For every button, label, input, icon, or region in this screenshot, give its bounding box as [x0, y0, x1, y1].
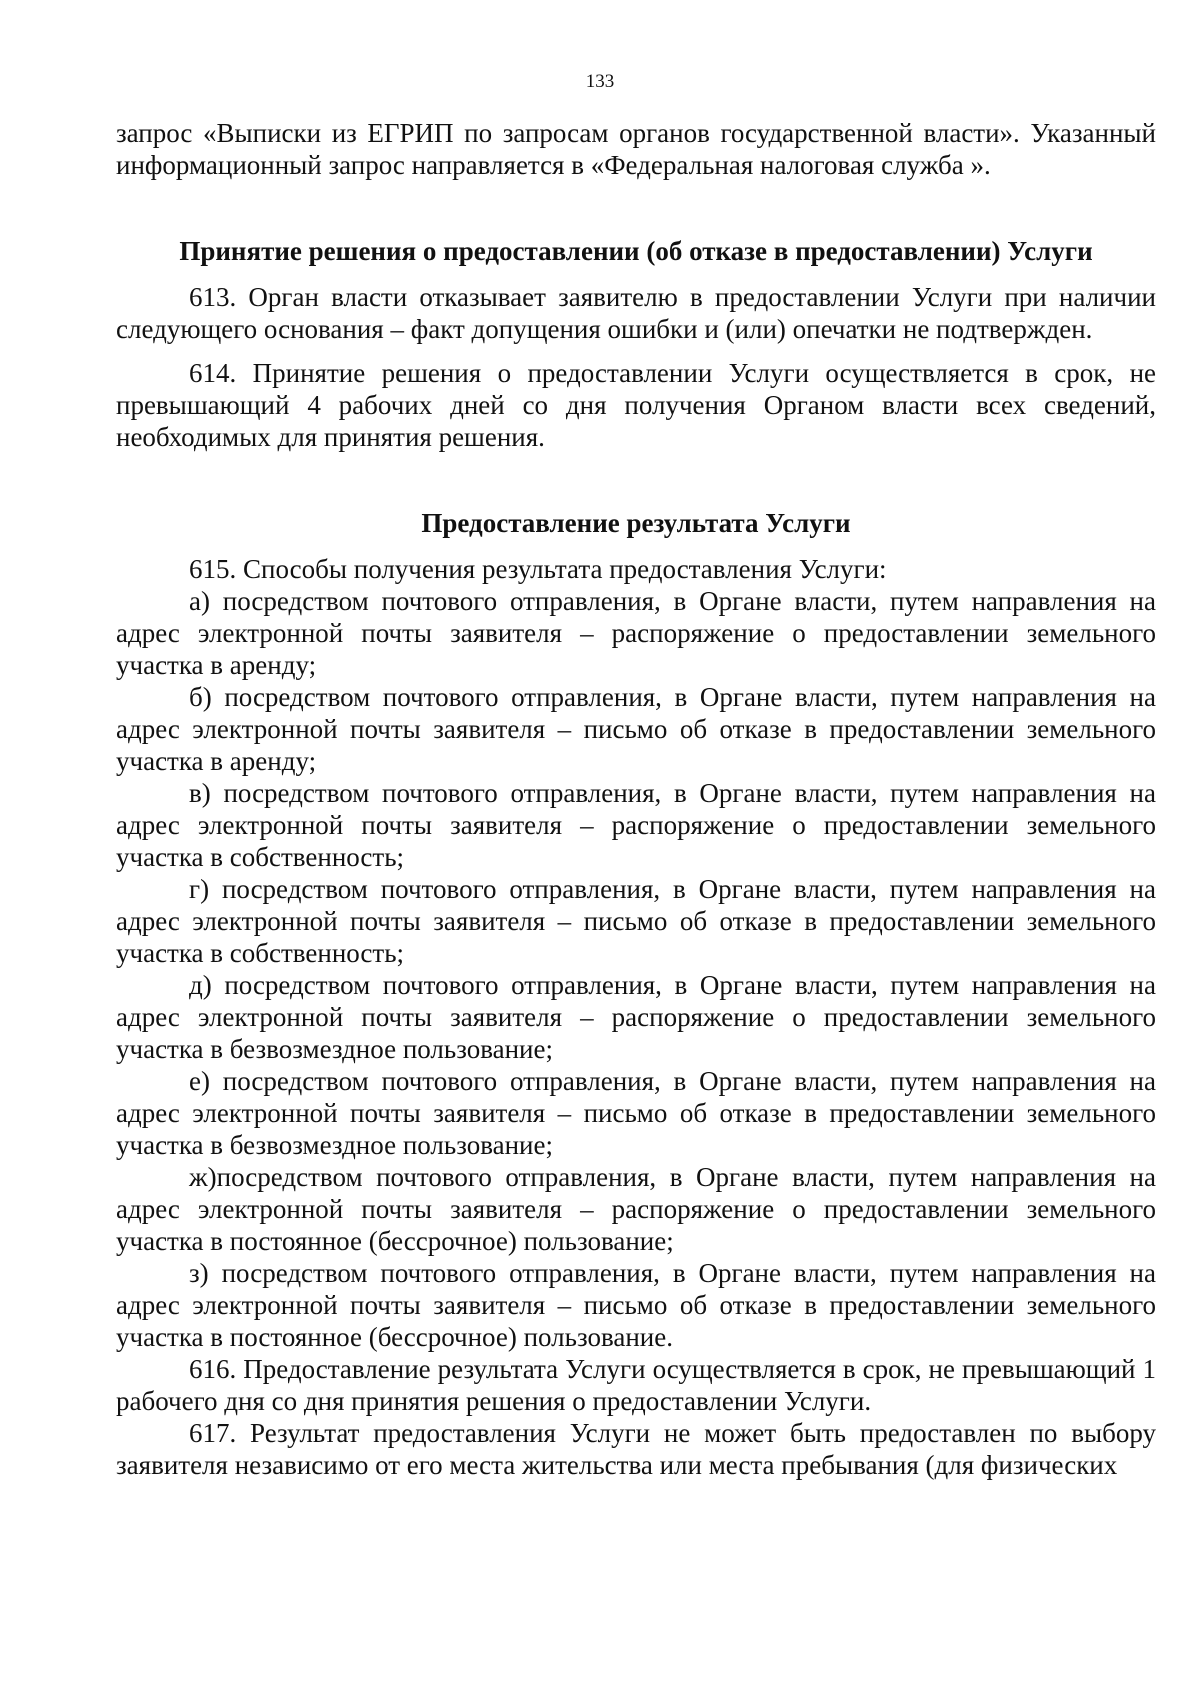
paragraph-616: 616. Предоставление результата Услуги осуществляется в срок, не превышающий 1 рабочего дня со дня принятия решения о предоставлении Услуги.: [116, 1354, 1156, 1416]
section-heading-result: Предоставление результата Услуги: [421, 508, 851, 538]
intro-paragraph: запрос «Выписки из ЕГРИП по запросам органов государственной власти». Указанный информационный запрос направляется в «Федеральная налоговая служба ».: [116, 118, 1156, 180]
list-item: ж)посредством почтового отправления, в Органе власти, путем направления на адрес электронной почты заявителя – распоряжение о предоставлении земельного участка в постоянное (бессрочное) пользование;: [116, 1162, 1156, 1256]
section-heading-decision: Принятие решения о предоставлении (об отказе в предоставлении) Услуги: [179, 236, 1093, 266]
page-number: 133: [585, 71, 615, 92]
list-item: г) посредством почтового отправления, в Органе власти, путем направления на адрес электронной почты заявителя – письмо об отказе в предоставлении земельного участка в собственность;: [116, 874, 1156, 968]
list-item: д) посредством почтового отправления, в Органе власти, путем направления на адрес электронной почты заявителя – распоряжение о предоставлении земельного участка в безвозмездное пользование;: [116, 970, 1156, 1064]
list-item: е) посредством почтового отправления, в Органе власти, путем направления на адрес электронной почты заявителя – письмо об отказе в предоставлении земельного участка в безвозмездное пользование;: [116, 1066, 1156, 1160]
paragraph-615: 615. Способы получения результата предоставления Услуги:: [189, 554, 887, 584]
paragraph-613: 613. Орган власти отказывает заявителю в предоставлении Услуги при наличии следующего основания – факт допущения ошибки и (или) опечатки не подтвержден.: [116, 282, 1156, 344]
list-item: в) посредством почтового отправления, в Органе власти, путем направления на адрес электронной почты заявителя – распоряжение о предоставлении земельного участка в собственность;: [116, 778, 1156, 872]
list-item: з) посредством почтового отправления, в Органе власти, путем направления на адрес электронной почты заявителя – письмо об отказе в предоставлении земельного участка в постоянное (бессрочное) пользование.: [116, 1258, 1156, 1352]
document-body: [116, 117, 1156, 1481]
paragraph-617: 617. Результат предоставления Услуги не может быть предоставлен по выбору заявителя независимо от его места жительства или места пребывания (для физических: [116, 1418, 1156, 1480]
list-item: а) посредством почтового отправления, в Органе власти, путем направления на адрес электронной почты заявителя – распоряжение о предоставлении земельного участка в аренду;: [116, 586, 1156, 680]
paragraph-614: 614. Принятие решения о предоставлении Услуги осуществляется в срок, не превышающий 4 рабочих дней со дня получения Органом власти всех сведений, необходимых для принятия решения.: [116, 358, 1156, 452]
list-item: б) посредством почтового отправления, в Органе власти, путем направления на адрес электронной почты заявителя – письмо об отказе в предоставлении земельного участка в аренду;: [116, 682, 1156, 776]
